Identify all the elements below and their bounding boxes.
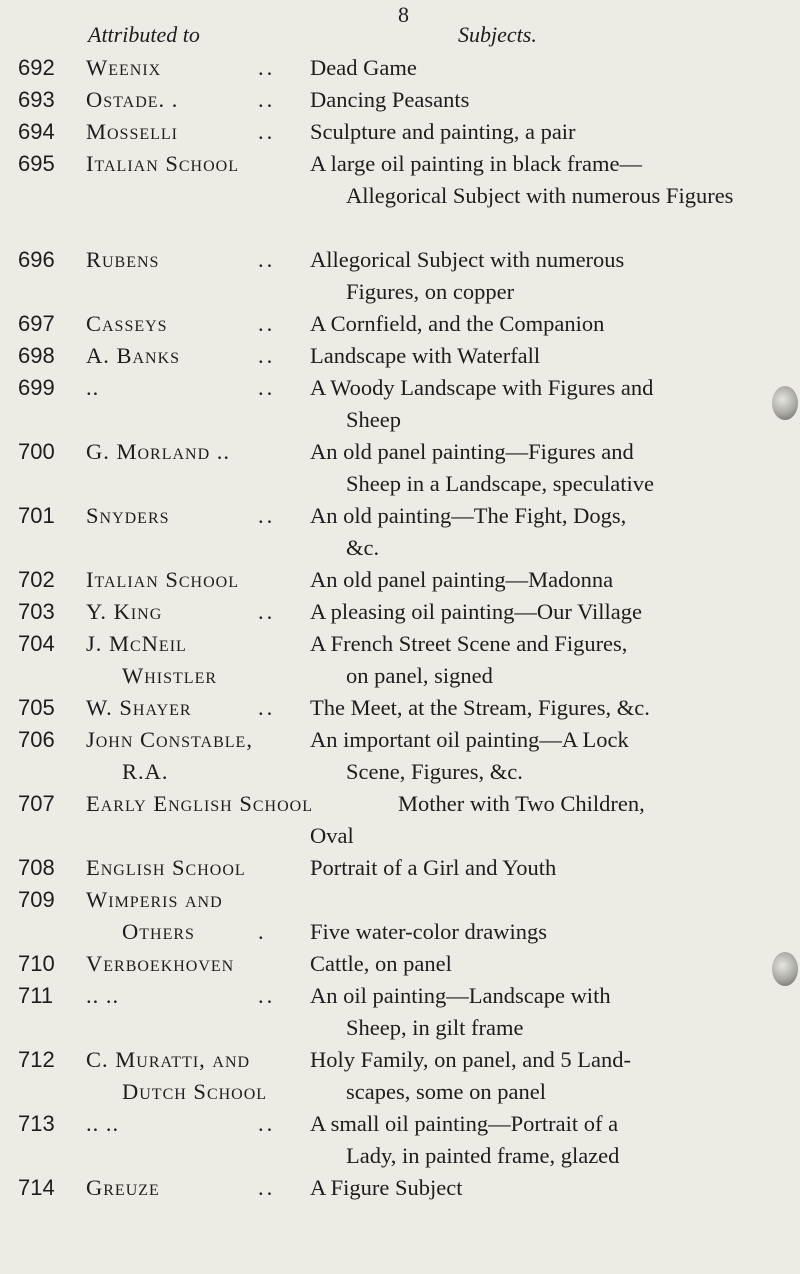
leader-dots: ..: [258, 87, 276, 112]
subject-text: Mother with Two Children,: [398, 791, 645, 816]
artist-name: A. Banks: [86, 343, 181, 368]
artist-name: John Constable, R.A.: [86, 727, 253, 784]
subject-text: A Woody Landscape with Figures and Sheep: [310, 375, 654, 432]
artist-name: Weenix: [86, 55, 162, 80]
leader-dots: ..: [258, 247, 276, 272]
lot-number: 698: [18, 343, 55, 368]
subject-text: Holy Family, on panel, and 5 Land- scapes, some on panel: [310, 1047, 631, 1104]
artist-name: Wimperis and Others: [86, 887, 223, 944]
lot-number: 710: [18, 951, 55, 976]
artist-name: Italian School: [86, 151, 239, 176]
subject-text: Allegorical Subject with numerous Figures, on copper: [310, 247, 625, 304]
subject-text: A large oil painting in black frame— Allegorical Subject with numerous Figures: [310, 151, 734, 208]
subject-text: Dead Game: [310, 55, 417, 80]
artist-name: J. McNeil Whistler: [86, 631, 218, 688]
artist-name: Greuze: [86, 1175, 160, 1200]
artist-name: Casseys: [86, 311, 168, 336]
lot-number: 701: [18, 503, 55, 528]
leader-dots: ..: [258, 55, 276, 80]
lot-number: 711: [18, 983, 54, 1008]
lot-number: 704: [18, 631, 55, 656]
leader-dots: ..: [258, 983, 276, 1008]
subject-text: Five water-color drawings: [310, 919, 547, 944]
lot-number: 695: [18, 151, 55, 176]
leader-dots: ..: [258, 695, 276, 720]
artist-name: G. Morland ..: [86, 439, 231, 464]
margin-blot-icon: [772, 952, 798, 986]
lot-number: 712: [18, 1047, 55, 1072]
leader-dots: ..: [258, 343, 276, 368]
artist-name: Mosselli: [86, 119, 179, 144]
leader-dots: ..: [258, 1175, 276, 1200]
subject-text: Cattle, on panel: [310, 951, 452, 976]
subject-text: A small oil painting—Portrait of a Lady, in painted frame, glazed: [310, 1111, 620, 1168]
lot-number: 708: [18, 855, 55, 880]
subject-text: A Cornfield, and the Companion: [310, 311, 605, 336]
margin-blot-icon: [772, 386, 798, 420]
lot-number: 707: [18, 791, 55, 816]
leader-dots: ..: [258, 503, 276, 528]
lot-number: 697: [18, 311, 55, 336]
page-number: 8: [398, 2, 409, 27]
artist-name: C. Muratti, and Dutch School: [86, 1047, 268, 1104]
lot-number: 699: [18, 375, 55, 400]
subject-text: An old panel painting—Figures and Sheep in a Landscape, speculative: [310, 439, 655, 496]
lot-number: 706: [18, 727, 55, 752]
lot-number: 702: [18, 567, 55, 592]
lot-number: 692: [18, 55, 55, 80]
subject-text: An oil painting—Landscape with Sheep, in gilt frame: [310, 983, 611, 1040]
subject-text: Sculpture and painting, a pair: [310, 119, 576, 144]
artist-name: Verboekhoven: [86, 951, 235, 976]
artist-name: English School: [86, 855, 246, 880]
leader-dots: ..: [258, 599, 276, 624]
lot-number: 693: [18, 87, 55, 112]
leader-dots: ..: [258, 311, 276, 336]
column-header-attributed-to: Attributed to: [88, 22, 200, 47]
artist-name: Italian School: [86, 567, 239, 592]
lot-number: 705: [18, 695, 55, 720]
lot-number: 700: [18, 439, 55, 464]
artist-name: W. Shayer: [86, 695, 192, 720]
artist-name: .. ..: [86, 983, 120, 1008]
leader-dots: ..: [258, 375, 276, 400]
lot-number: 714: [18, 1175, 55, 1200]
subject-text: Dancing Peasants: [310, 87, 470, 112]
artist-name: ..: [86, 375, 100, 400]
lot-number: 709: [18, 887, 55, 912]
lot-number: 696: [18, 247, 55, 272]
artist-name: Y. King: [86, 599, 163, 624]
subject-text: An important oil painting—A Lock Scene, Figures, &c.: [310, 727, 629, 784]
subject-text-continued: Oval: [310, 823, 354, 848]
subject-text: An old painting—The Fight, Dogs, &c.: [310, 503, 627, 560]
leader-dots: ..: [258, 1111, 276, 1136]
artist-name: Snyders: [86, 503, 170, 528]
subject-text: A Figure Subject: [310, 1175, 463, 1200]
lot-number: 713: [18, 1111, 55, 1136]
artist-name: Rubens: [86, 247, 160, 272]
lot-number: 703: [18, 599, 55, 624]
subject-text: A French Street Scene and Figures, on panel, signed: [310, 631, 628, 688]
subject-text: The Meet, at the Stream, Figures, &c.: [310, 695, 650, 720]
artist-name: .. ..: [86, 1111, 120, 1136]
leader-dots: .: [258, 919, 267, 944]
subject-text: Portrait of a Girl and Youth: [310, 855, 557, 880]
subject-text: A pleasing oil painting—Our Village: [310, 599, 642, 624]
artist-name: Ostade. .: [86, 87, 179, 112]
subject-text: An old panel painting—Madonna: [310, 567, 614, 592]
leader-dots: ..: [258, 119, 276, 144]
lot-number: 694: [18, 119, 55, 144]
artist-name: Early English School: [86, 791, 313, 816]
subject-text: Landscape with Waterfall: [310, 343, 541, 368]
column-header-subjects: Subjects.: [458, 22, 537, 47]
